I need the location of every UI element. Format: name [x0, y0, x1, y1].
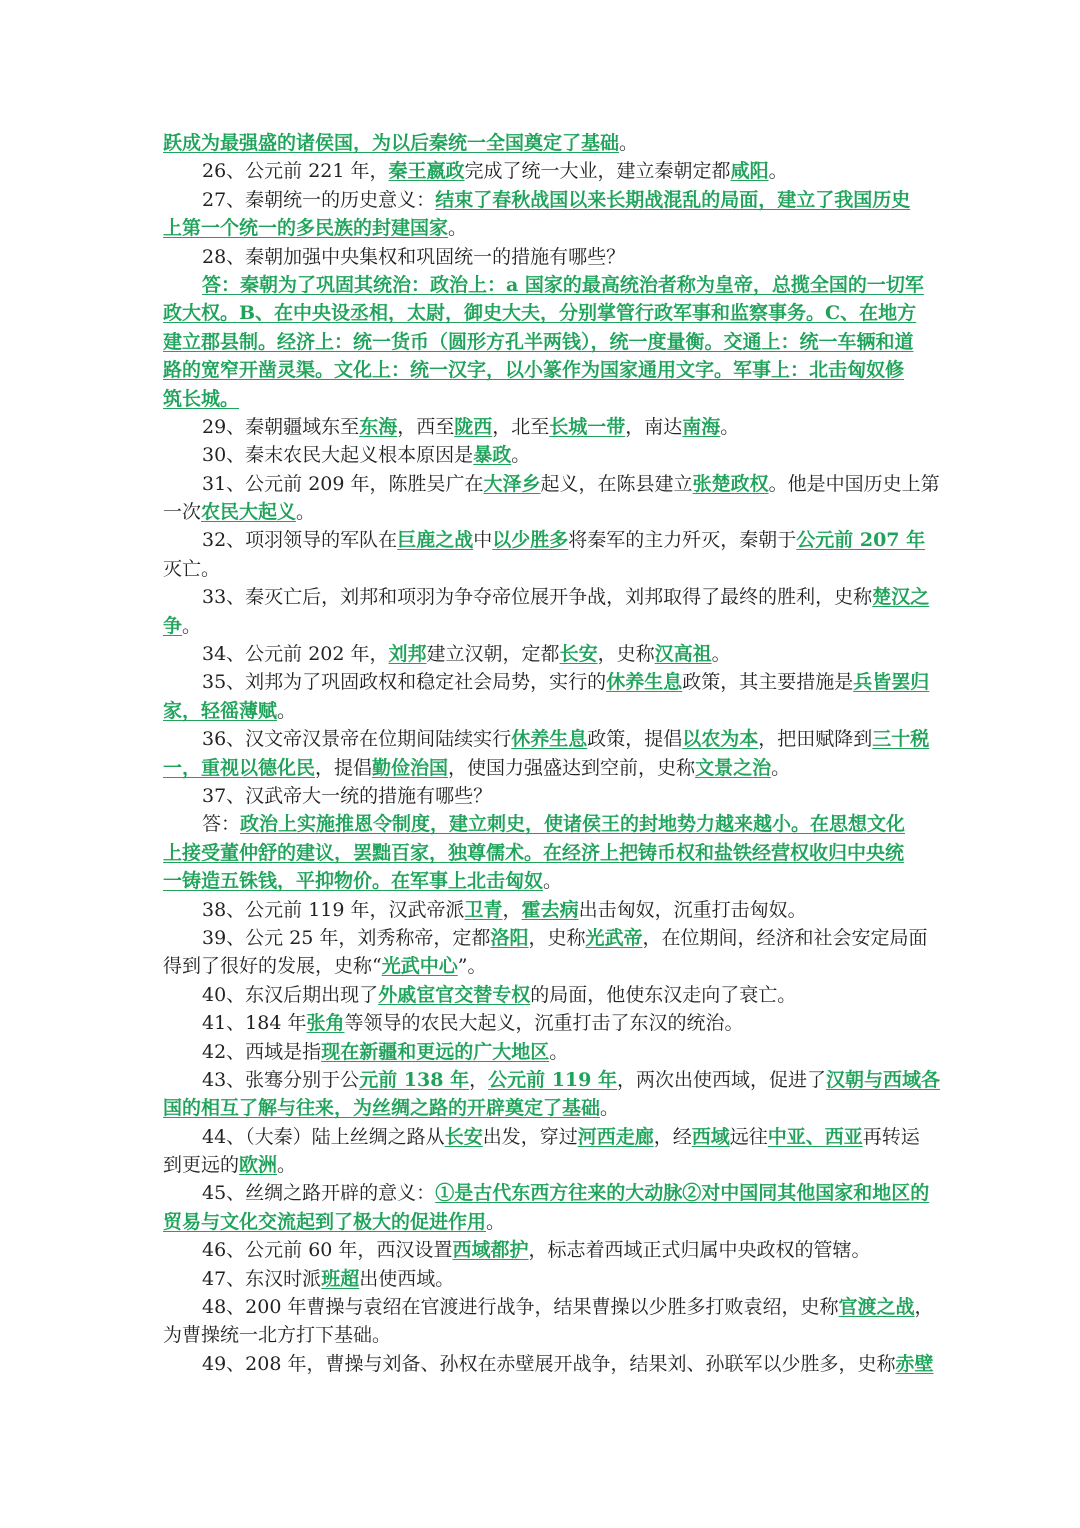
text-segment: 。 [277, 699, 297, 722]
text-line [163, 555, 920, 583]
text-line [163, 1066, 941, 1094]
text-segment: ，在位期间，经济和社会安定局面 [642, 926, 928, 949]
text-line [163, 129, 920, 157]
text-line [163, 981, 920, 1009]
text-line [163, 157, 920, 185]
text-segment: 。 [543, 870, 563, 893]
highlighted-answer: 以少胜多 [492, 529, 569, 552]
text-segment: 政策，提倡 [587, 728, 683, 751]
text-segment: 得到了很好的发展，史称“ [163, 955, 382, 978]
text-segment: 42、西域是指 [202, 1040, 322, 1063]
text-line [163, 1236, 920, 1264]
text-segment: 26、公元前 221 年， [202, 160, 389, 183]
text-segment: 43、张骞分别于公 [202, 1068, 360, 1091]
highlighted-answer: 张楚政权 [692, 472, 769, 495]
text-segment: ，标志着西域正式归属中央政权的管辖。 [528, 1239, 871, 1262]
highlighted-answer: 汉高祖 [654, 643, 712, 666]
text-segment: 一次 [163, 501, 202, 524]
highlighted-answer: 一铸造五铢钱，平抑物价。在军事上北击匈奴 [163, 870, 544, 893]
text-segment: ，史称 [597, 643, 655, 666]
highlighted-answer: 南海 [682, 415, 721, 438]
text-line [163, 1293, 934, 1321]
highlighted-answer: 争 [163, 614, 183, 637]
text-line [163, 867, 920, 895]
text-segment: 。 [277, 1154, 297, 1177]
highlighted-answer: 答：秦朝为了巩固其统治：政治上：a 国家的最高统治者称为皇帝，总揽全国的一切军 [202, 273, 924, 296]
highlighted-answer: 现在新疆和更远的广大地区 [321, 1040, 550, 1063]
text-line [163, 328, 920, 356]
highlighted-answer: 筑长城。 [163, 387, 240, 410]
text-segment: ，使国力强盛达到空前，史称 [448, 756, 696, 779]
text-line [163, 385, 920, 413]
text-line [163, 612, 920, 640]
highlighted-answer: 跃成为最强盛的诸侯国，为以后秦统一全国奠定了基础 [163, 132, 620, 154]
text-segment: 32、项羽领导的军队在 [202, 529, 398, 552]
text-line [163, 668, 930, 696]
text-line [163, 441, 920, 469]
highlighted-answer: 班超 [321, 1267, 360, 1290]
text-segment: 出发，穿过 [482, 1125, 578, 1148]
text-segment: 。 [768, 160, 788, 183]
highlighted-answer: 洛阳 [490, 926, 529, 949]
text-segment: ， [469, 1068, 489, 1091]
text-segment: 49、208 年，曹操与刘备、孙权在赤壁展开战争，结果刘、孙联军以少胜多，史称 [202, 1352, 896, 1375]
highlighted-answer: 元前 138 年 [359, 1068, 470, 1091]
text-segment: ，南达 [625, 415, 683, 438]
text-segment: 28、秦朝加强中央集权和巩固统一的措施有哪些？ [202, 245, 626, 268]
text-segment: 。 [448, 217, 468, 240]
highlighted-answer: 以农为本 [682, 728, 759, 751]
text-line [163, 1123, 920, 1151]
text-segment: 远往 [729, 1125, 768, 1148]
text-line [163, 1208, 920, 1236]
text-line [163, 526, 926, 554]
text-segment: 46、公元前 60 年，西汉设置 [202, 1239, 453, 1262]
highlighted-answer: 欧洲 [239, 1154, 278, 1177]
text-line [163, 413, 920, 441]
text-segment: 。 [711, 643, 731, 666]
text-segment: ，经 [653, 1125, 692, 1148]
text-segment: 出击匈奴，沉重打击匈奴。 [578, 898, 807, 921]
text-segment: ，提倡 [315, 756, 373, 779]
text-line [163, 839, 920, 867]
highlighted-answer: 长城一带 [549, 415, 626, 438]
text-segment: 将秦军的主力歼灭，秦朝于 [568, 529, 797, 552]
text-segment: 44、（大秦）陆上丝绸之路从 [202, 1125, 445, 1148]
text-segment: 的局面，他使东汉走向了衰亡。 [530, 983, 797, 1006]
text-segment: ， [502, 898, 522, 921]
highlighted-answer: 公元前 207 年 [796, 529, 926, 552]
text-line [163, 583, 930, 611]
text-segment: 48、200 年曹操与袁绍在官渡进行战争，结果曹操以少胜多打败袁绍，史称 [202, 1296, 839, 1319]
highlighted-answer: 勤俭治国 [372, 756, 449, 779]
highlighted-answer: 文景之治 [695, 756, 772, 779]
highlighted-answer: 兵皆罢归 [853, 671, 930, 694]
highlighted-answer: 东海 [359, 415, 398, 438]
text-line [163, 1350, 934, 1378]
text-segment: 27、秦朝统一的历史意义： [202, 188, 436, 211]
highlighted-answer: 卫青 [464, 898, 503, 921]
text-segment: 灭亡。 [163, 557, 221, 580]
text-segment: 。 [619, 132, 639, 154]
highlighted-answer: 霍去病 [521, 898, 579, 921]
highlighted-answer: 大泽乡 [483, 472, 541, 495]
text-line [163, 952, 920, 980]
text-segment: 建立汉朝，定都 [426, 643, 560, 666]
text-segment: ，两次出使西域，促进了 [616, 1068, 826, 1091]
highlighted-answer: 政治上实施推恩令制度，建立刺史，使诸侯王的封地势力越来越小。在思想文化 [240, 813, 906, 836]
text-segment: 40、东汉后期出现了 [202, 983, 379, 1006]
highlighted-answer: 上第一个统一的多民族的封建国家 [163, 217, 449, 240]
highlighted-answer: 陇西 [454, 415, 493, 438]
text-segment: ”。 [457, 955, 487, 978]
text-line [163, 1179, 930, 1207]
highlighted-answer: 国的相互了解与往来，为丝绸之路的开辟奠定了基础 [163, 1097, 601, 1120]
text-segment: 41、184 年 [202, 1012, 307, 1035]
text-segment: 31、公元前 209 年，陈胜吴广在 [202, 472, 484, 495]
highlighted-answer: 张角 [306, 1012, 345, 1035]
text-segment: 。他是中国历史上第 [768, 472, 940, 495]
text-line [163, 1009, 920, 1037]
text-line [163, 725, 930, 753]
text-segment: 35、刘邦为了巩固政权和稳定社会局势，实行的 [202, 671, 607, 694]
highlighted-answer: 政大权。B、在中央设丞相，太尉，御史大夫，分别掌管行政军事和监察事务。C、在地方 [163, 302, 917, 325]
highlighted-answer: 农民大起义 [201, 501, 297, 524]
text-line [163, 640, 920, 668]
text-segment: ， [914, 1296, 934, 1319]
highlighted-answer: 结束了春秋战国以来长期战混乱的局面，建立了我国历史 [435, 188, 911, 211]
highlighted-answer: 西域都护 [452, 1239, 529, 1262]
text-line [163, 271, 924, 299]
text-segment: 38、公元前 119 年，汉武帝派 [202, 898, 465, 921]
highlighted-answer: 路的宽窄开凿灵渠。文化上：统一汉字，以小篆作为国家通用文字。军事上：北击匈奴修 [163, 359, 905, 382]
highlighted-answer: 汉朝与西域各 [826, 1068, 941, 1091]
text-segment: 再转运 [862, 1125, 920, 1148]
highlighted-answer: 赤壁 [895, 1352, 934, 1375]
highlighted-answer: 外戚宦官交替专权 [378, 983, 531, 1006]
text-line [163, 243, 920, 271]
highlighted-answer: 三十税 [872, 728, 930, 751]
text-segment: ，西至 [397, 415, 455, 438]
highlighted-answer: 休养生息 [511, 728, 588, 751]
text-segment: 34、公元前 202 年， [202, 643, 389, 666]
text-segment: 。 [549, 1040, 569, 1063]
highlighted-answer: 贸易与文化交流起到了极大的促进作用 [163, 1210, 487, 1233]
text-segment: 政策，其主要措施是 [682, 671, 854, 694]
text-line [163, 470, 940, 498]
text-segment: 39、公元 25 年，刘秀称帝，定都 [202, 926, 491, 949]
highlighted-answer: 公元前 119 年 [488, 1068, 617, 1091]
highlighted-answer: 巨鹿之战 [397, 529, 474, 552]
text-segment: 30、秦末农民大起义根本原因是 [202, 444, 474, 467]
highlighted-answer: 建立郡县制。经济上：统一货币（圆形方孔半两钱），统一度量衡。交通上：统一车辆和道 [163, 330, 914, 353]
highlighted-answer: 暴政 [473, 444, 512, 467]
text-line [163, 299, 920, 327]
highlighted-answer: 官渡之战 [838, 1296, 915, 1319]
text-segment: ，把田赋降到 [758, 728, 873, 751]
text-segment: 47、东汉时派 [202, 1267, 322, 1290]
text-segment: 。 [486, 1210, 506, 1233]
text-line [163, 498, 920, 526]
text-line [163, 810, 920, 838]
text-line [163, 214, 920, 242]
text-segment: 37、汉武帝大一统的措施有哪些？ [202, 784, 493, 807]
highlighted-answer: 家，轻徭薄赋 [163, 699, 278, 722]
highlighted-answer: 一，重视以德化民 [163, 756, 316, 779]
text-line [163, 1094, 920, 1122]
text-segment: 。 [600, 1097, 620, 1120]
text-segment: ，史称 [528, 926, 586, 949]
text-segment: 45、丝绸之路开辟的意义： [202, 1182, 436, 1205]
text-segment: 。 [511, 444, 531, 467]
highlighted-answer: 楚汉之 [872, 586, 930, 609]
text-line [163, 1151, 920, 1179]
text-line [163, 186, 920, 214]
text-segment: 答： [202, 813, 241, 836]
highlighted-answer: 咸阳 [730, 160, 769, 183]
text-line [163, 924, 928, 952]
highlighted-answer: 长安 [559, 643, 598, 666]
text-segment: 中 [473, 529, 493, 552]
text-line [163, 896, 920, 924]
highlighted-answer: 秦王嬴政 [388, 160, 465, 183]
text-segment: 。 [182, 614, 202, 637]
document-body [163, 129, 941, 1378]
text-line [163, 1038, 920, 1066]
text-segment: ，北至 [492, 415, 550, 438]
text-line [163, 782, 920, 810]
text-line [163, 1321, 920, 1349]
highlighted-answer: 西域 [691, 1125, 730, 1148]
text-segment: 起义，在陈县建立 [540, 472, 693, 495]
highlighted-answer: 光武帝 [585, 926, 643, 949]
text-line [163, 1265, 920, 1293]
highlighted-answer: 河西走廊 [577, 1125, 654, 1148]
highlighted-answer: 光武中心 [381, 955, 458, 978]
text-line [163, 356, 920, 384]
text-segment: 。 [720, 415, 740, 438]
highlighted-answer: ①是古代东西方往来的大动脉②对中国同其他国家和地区的 [435, 1182, 930, 1205]
text-segment: 完成了统一大业，建立秦朝定都 [464, 160, 731, 183]
text-line [163, 697, 920, 725]
highlighted-answer: 刘邦 [388, 643, 427, 666]
text-segment: 到更远的 [163, 1154, 240, 1177]
text-line [163, 754, 920, 782]
text-segment: 等领导的农民大起义，沉重打击了东汉的统治。 [344, 1012, 744, 1035]
highlighted-answer: 中亚、西亚 [767, 1125, 863, 1148]
text-segment: 36、汉文帝汉景帝在位期间陆续实行 [202, 728, 512, 751]
text-segment: 。 [296, 501, 316, 524]
text-segment: 33、秦灭亡后，刘邦和项羽为争夺帝位展开争战，刘邦取得了最终的胜利，史称 [202, 586, 873, 609]
text-segment: 29、秦朝疆域东至 [202, 415, 360, 438]
highlighted-answer: 休养生息 [606, 671, 683, 694]
text-segment: 为曹操统一北方打下基础。 [163, 1324, 392, 1347]
text-segment: 出使西域。 [359, 1267, 455, 1290]
highlighted-answer: 上接受董仲舒的建议，罢黜百家，独尊儒术。在经济上把铸币权和盐铁经营权收归中央统 [163, 841, 905, 864]
highlighted-answer: 长安 [444, 1125, 483, 1148]
text-segment: 。 [771, 756, 791, 779]
